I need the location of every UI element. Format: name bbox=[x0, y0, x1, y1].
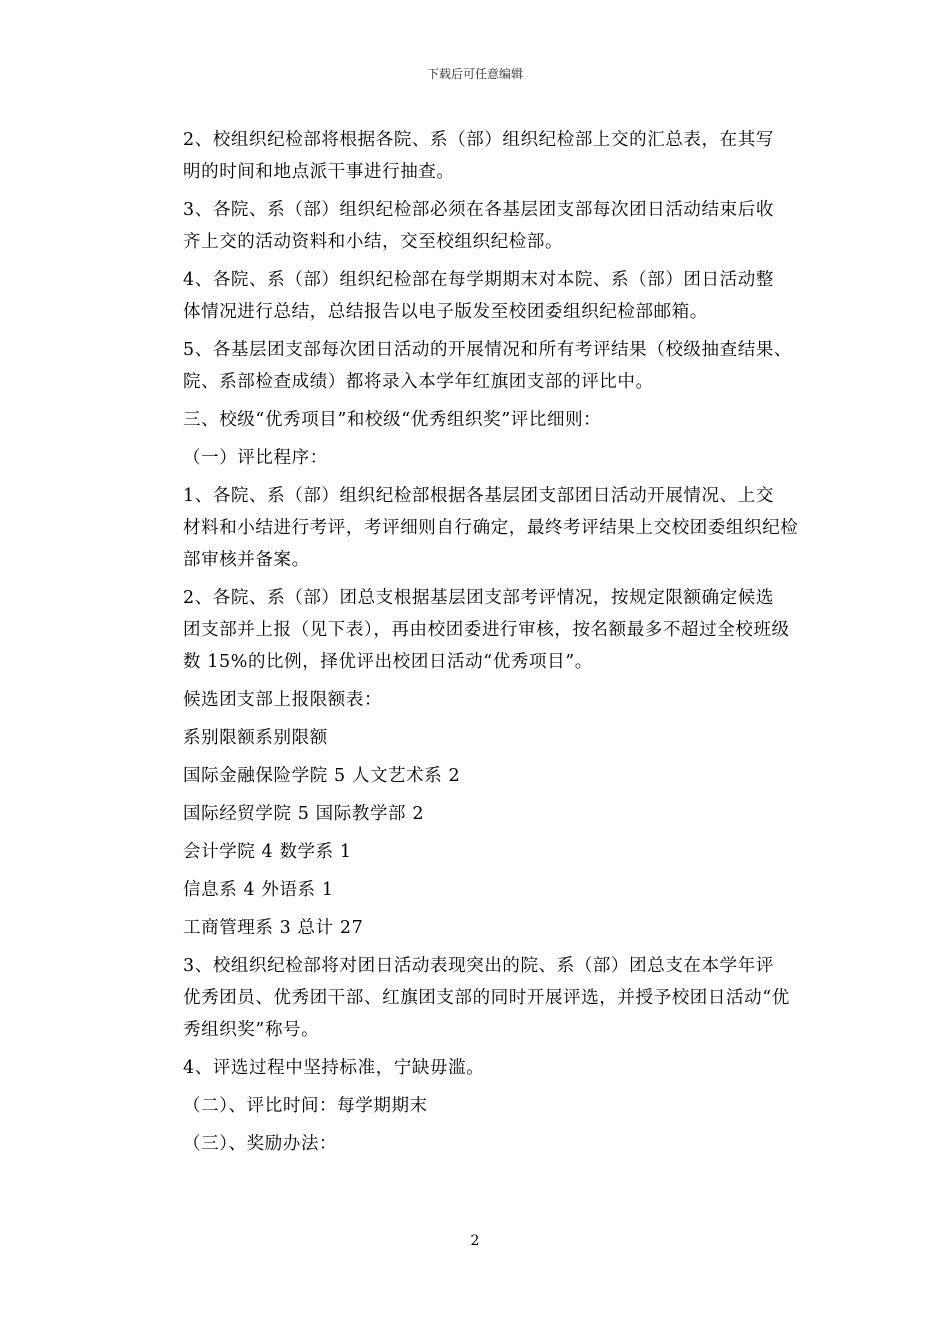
paragraph: 1、各院、系（部）组织纪检部根据各基层团支部团日活动开展情况、上交 材料和小结进行考评，考评细则自行确定，最终考评结果上交校团委组织纪检 部审核并备案。 bbox=[183, 486, 799, 570]
quota-table-row: 国际金融保险学院 5 人文艺术系 2 bbox=[183, 766, 461, 786]
quota-table-row: 信息系 4 外语系 1 bbox=[183, 880, 334, 900]
page-header: 下载后可任意编辑 bbox=[426, 67, 523, 81]
paragraph: 3、校组织纪检部将对团日活动表现突出的院、系（部）团总支在本学年评 优秀团员、优秀团干部、红旗团支部的同时开展评选，并授予校团日活动“优 秀组织奖”称号。 bbox=[183, 956, 790, 1040]
paragraph: 5、各基层团支部每次团日活动的开展情况和所有考评结果（校级抽查结果、 院、系部检查成绩）都将录入本学年红旗团支部的评比中。 bbox=[183, 340, 793, 392]
page-number: 2 bbox=[470, 1233, 480, 1249]
subsection-heading: （三）、奖励办法： bbox=[183, 1134, 338, 1154]
paragraph: 2、校组织纪检部将根据各院、系（部）组织纪检部上交的汇总表，在其写 明的时间和地点派干事进行抽查。 bbox=[183, 130, 774, 182]
quota-table-row: 工商管理系 3 总计 27 bbox=[183, 918, 364, 938]
paragraph: 4、各院、系（部）组织纪检部在每学期期末对本院、系（部）团日活动整 体情况进行总结，总结报告以电子版发至校团委组织纪检部邮箱。 bbox=[183, 270, 774, 322]
quota-table-header: 系别限额系别限额 bbox=[183, 728, 328, 748]
table-caption: 候选团支部上报限额表： bbox=[183, 690, 383, 710]
quota-table-row: 会计学院 4 数学系 1 bbox=[183, 842, 352, 862]
paragraph: 4、评选过程中坚持标准，宁缺毋滥。 bbox=[183, 1058, 485, 1078]
paragraph: 2、各院、系（部）团总支根据基层团支部考评情况，按规定限额确定候选 团支部并上报（见下表），再由校团委进行审核，按名额最多不超过全校班级 数 15%的比例，择优评出校团日活动“优秀项目”。 bbox=[183, 588, 790, 672]
document-body bbox=[143, 124, 823, 1166]
subsection-heading: （二）、评比时间：每学期期末 bbox=[183, 1096, 428, 1116]
paragraph: 3、各院、系（部）组织纪检部必须在各基层团支部每次团日活动结束后收 齐上交的活动资料和小结，交至校组织纪检部。 bbox=[183, 200, 774, 252]
subsection-heading: （一）评比程序： bbox=[183, 448, 328, 468]
quota-table-row: 国际经贸学院 5 国际教学部 2 bbox=[183, 804, 425, 824]
section-heading: 三、校级“优秀项目”和校级“优秀组织奖”评比细则： bbox=[183, 410, 602, 430]
